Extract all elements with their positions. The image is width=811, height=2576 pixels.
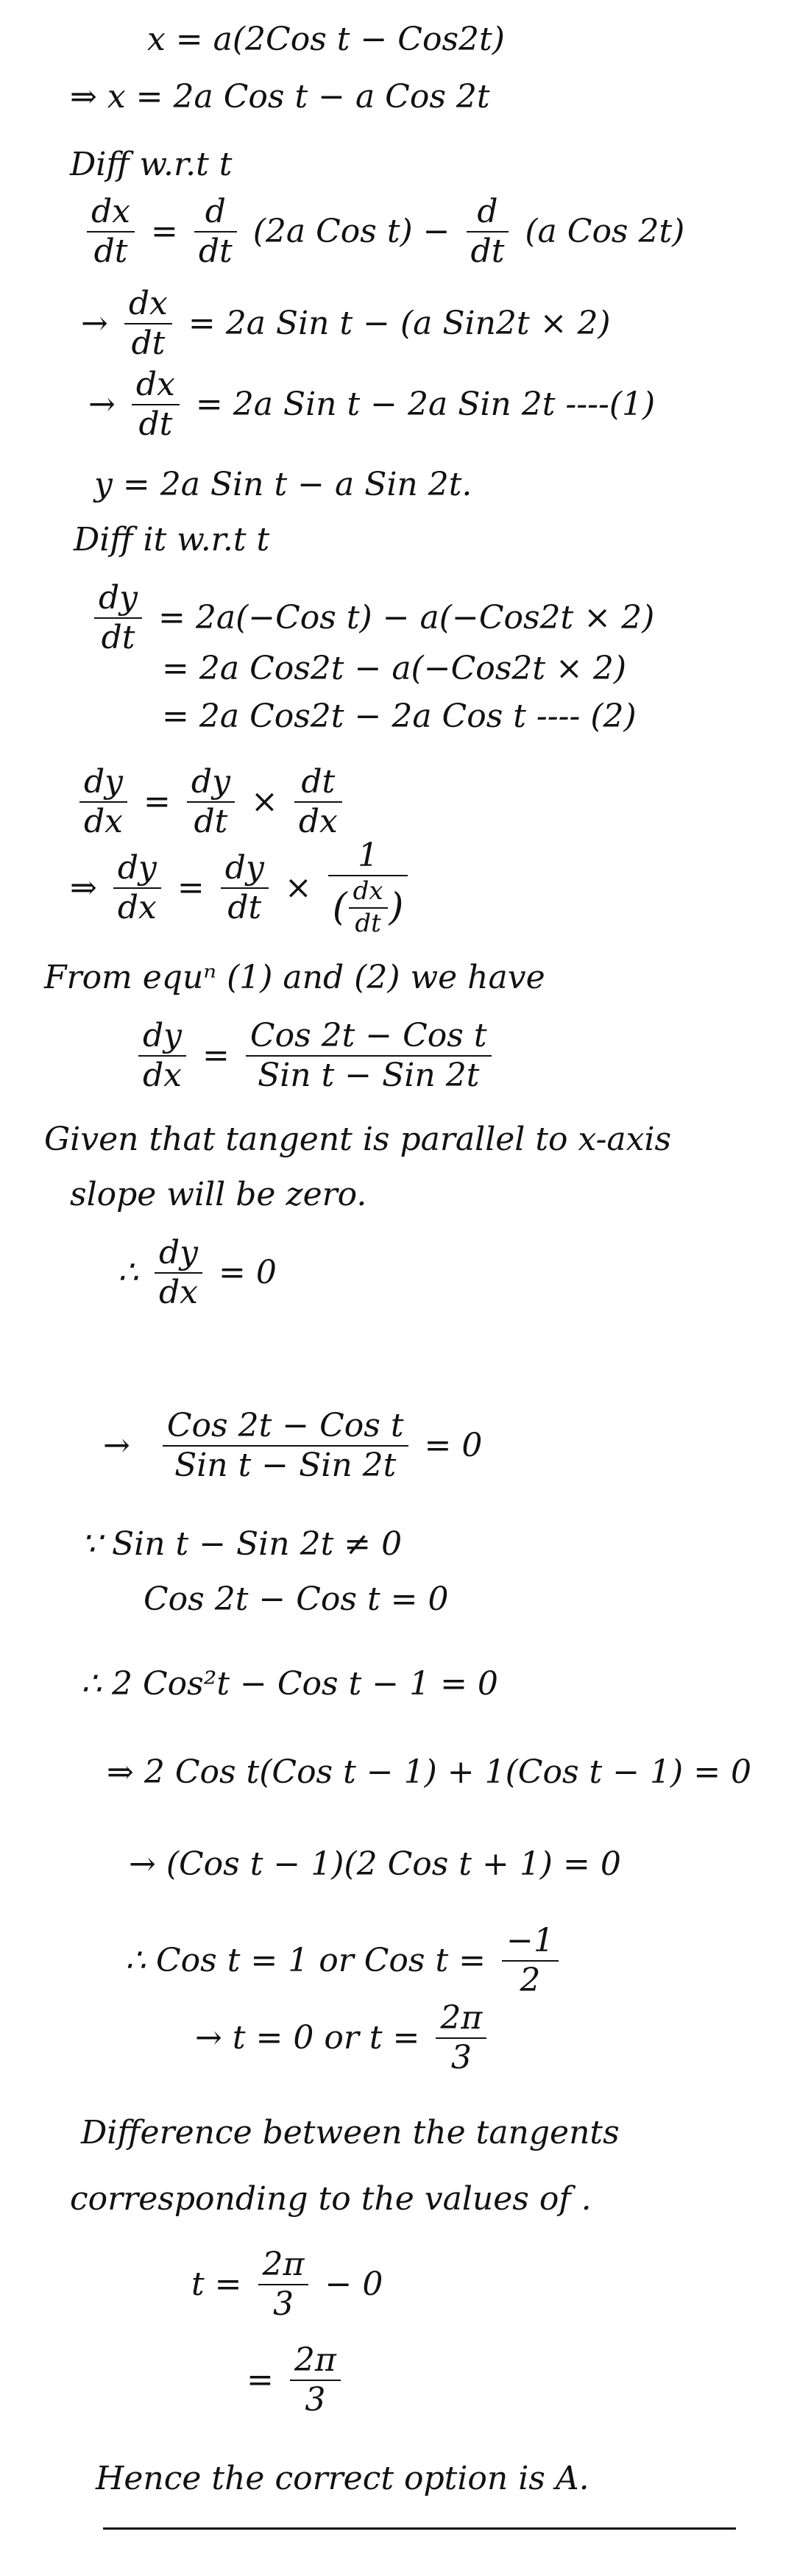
equation-cos-zero: Cos 2t − Cos t = 0 — [144, 1580, 449, 1618]
equation-dydt-result: = 2a Cos2t − 2a Cos t ---- (2) — [162, 698, 637, 735]
equation-t-difference — [191, 2246, 383, 2324]
text-tangent-parallel: Given that tangent is parallel to x-axis — [44, 1121, 672, 1158]
numerator: dt — [301, 763, 336, 801]
denominator: dx — [143, 1057, 182, 1095]
equation-chain-rule-reciprocal — [70, 839, 414, 937]
equation-final-value — [247, 2343, 347, 2417]
text-from-equations: From equⁿ (1) and (2) we have — [44, 959, 545, 996]
numerator: d — [477, 193, 498, 230]
arrow-symbol: → — [103, 1426, 130, 1464]
fraction-two-pi-over-three — [436, 2001, 486, 2075]
denominator: dt — [194, 803, 228, 841]
numerator: dy — [143, 1017, 183, 1054]
fraction-slope-expression — [163, 1409, 408, 1483]
numerator: −1 — [506, 1922, 554, 1959]
equation-y-definition: y = 2a Sin t − a Sin 2t. — [94, 466, 472, 503]
term: → t = 0 or t = — [195, 2018, 420, 2057]
term: = 2a Sin t − (a Sin2t × 2) — [188, 304, 611, 342]
denominator: 3 — [450, 2039, 472, 2077]
denominator: 3 — [273, 2285, 294, 2324]
term: = 0 — [219, 1253, 277, 1291]
fraction-dy-dt — [187, 765, 235, 839]
heading-diff-x: Diff w.r.t t — [70, 146, 233, 183]
denominator: dt — [93, 233, 128, 271]
fraction-two-pi-over-three — [258, 2246, 309, 2324]
fraction-dt-dx — [294, 765, 342, 839]
therefore-symbol: ∴ — [118, 1253, 138, 1291]
equation-chain-rule — [74, 765, 348, 839]
numerator: dx — [91, 193, 130, 230]
fraction-d-dt — [467, 195, 509, 269]
fraction-dy-dt — [221, 848, 269, 926]
denominator: dt — [470, 233, 505, 271]
equation-factored: → (Cos t − 1)(2 Cos t + 1) = 0 — [129, 1845, 621, 1883]
numerator: 2π — [262, 2246, 305, 2283]
fraction-neg-half — [502, 1924, 559, 1998]
denominator: dt — [355, 908, 381, 938]
term: = 2a Sin t − 2a Sin 2t ----(1) — [195, 385, 656, 423]
numerator: Cos 2t − Cos t — [249, 1017, 487, 1054]
term: ∴ Cos t = 1 or Cos t = — [125, 1941, 486, 1979]
equation-dxdt-derivative — [81, 195, 684, 269]
equation-cos-solutions — [125, 1924, 564, 1998]
numerator: dy — [159, 1234, 199, 1271]
term: − 0 — [325, 2265, 383, 2303]
denominator: dx — [117, 888, 157, 926]
text-final-answer: Hence the correct option is A. — [96, 2460, 589, 2497]
fraction-reciprocal — [328, 839, 408, 937]
denominator: dt — [227, 888, 262, 926]
equation-dydx-zero — [118, 1236, 277, 1310]
denominator: dt — [138, 405, 173, 444]
denominator: 2 — [520, 1962, 541, 2000]
equation-factor-step: ⇒ 2 Cos t(Cos t − 1) + 1(Cos t − 1) = 0 — [107, 1753, 752, 1791]
text-slope-zero: slope will be zero. — [70, 1176, 367, 1213]
term: = 2a(−Cos t) − a(−Cos2t × 2) — [158, 598, 655, 636]
equation-dxdt-step — [81, 287, 611, 361]
denominator: dx — [298, 803, 338, 841]
numerator: 2π — [294, 2341, 336, 2379]
fraction-dy-dt — [94, 581, 142, 655]
equals-sign: = — [150, 212, 178, 250]
term: (2a Cos t) − — [252, 212, 450, 250]
fraction-dx-dt — [132, 366, 180, 444]
fraction-slope-expression — [246, 1019, 492, 1093]
equation-x-definition: x = a(2Cos t − Cos2t) — [147, 21, 505, 58]
arrow-symbol: → — [81, 304, 108, 342]
equation-x-expanded: ⇒ x = 2a Cos t − a Cos 2t — [70, 78, 490, 116]
denominator: dt — [198, 233, 233, 271]
denominator: Sin t − Sin 2t — [174, 1447, 397, 1485]
text-sin-nonzero: ∵ Sin t − Sin 2t ≠ 0 — [81, 1525, 403, 1563]
numerator: 1 — [358, 837, 379, 874]
denominator: 3 — [305, 2381, 326, 2419]
equation-slope-zero — [103, 1409, 482, 1483]
fraction-dy-dx — [113, 848, 161, 926]
numerator: Cos 2t − Cos t — [166, 1407, 404, 1444]
fraction-dx-dt — [87, 195, 135, 269]
denominator-paren: ( $\frac{dx}{dt}$ ) — [332, 876, 404, 938]
numerator: 2π — [440, 1999, 483, 2037]
arrow-symbol: → — [88, 385, 116, 423]
term: = 0 — [424, 1426, 483, 1464]
term: (a Cos 2t) — [525, 212, 685, 250]
denominator: dt — [101, 619, 135, 657]
denominator: dt — [131, 324, 166, 363]
text-corresponding-values: corresponding to the values of . — [70, 2180, 592, 2218]
fraction-dx-dt — [124, 287, 172, 361]
numerator: dy — [191, 763, 230, 801]
equation-dxdt-result — [88, 366, 656, 444]
denominator: Sin t − Sin 2t — [258, 1057, 480, 1095]
numerator: dy — [224, 848, 264, 887]
term: t = — [191, 2265, 242, 2303]
equation-t-solutions — [195, 2001, 492, 2075]
equation-dydt-step: = 2a Cos2t − a(−Cos2t × 2) — [162, 650, 626, 687]
fraction-dy-dx — [79, 765, 127, 839]
equation-quadratic: ∴ 2 Cos²t − Cos t − 1 = 0 — [81, 1665, 498, 1703]
equation-slope — [132, 1019, 497, 1093]
text-difference-between: Difference between the tangents — [81, 2114, 620, 2151]
arrow-symbol: ⇒ — [70, 868, 97, 906]
equals-sign: = — [177, 868, 205, 906]
final-answer-underline — [103, 2527, 736, 2530]
heading-diff-y: Diff it w.r.t t — [74, 521, 270, 558]
denominator: dx — [159, 1274, 198, 1312]
numerator: dx — [128, 285, 168, 322]
numerator: dy — [117, 848, 157, 887]
fraction-two-pi-over-three — [290, 2343, 341, 2417]
fraction-d-dt — [194, 195, 237, 269]
equals-sign: = — [144, 782, 171, 820]
times-sign: × — [284, 868, 312, 906]
times-sign: × — [250, 782, 278, 820]
equation-dydt-derivative — [88, 581, 654, 655]
fraction-dy-dx — [138, 1019, 186, 1093]
denominator: dx — [84, 803, 123, 841]
fraction-dy-dx — [155, 1236, 202, 1310]
equals-sign: = — [247, 2360, 274, 2399]
numerator: dy — [99, 579, 138, 617]
numerator: dx — [135, 366, 175, 403]
numerator: dx — [353, 876, 383, 906]
numerator: d — [205, 193, 226, 230]
equals-sign: = — [202, 1036, 230, 1074]
numerator: dy — [84, 763, 124, 801]
